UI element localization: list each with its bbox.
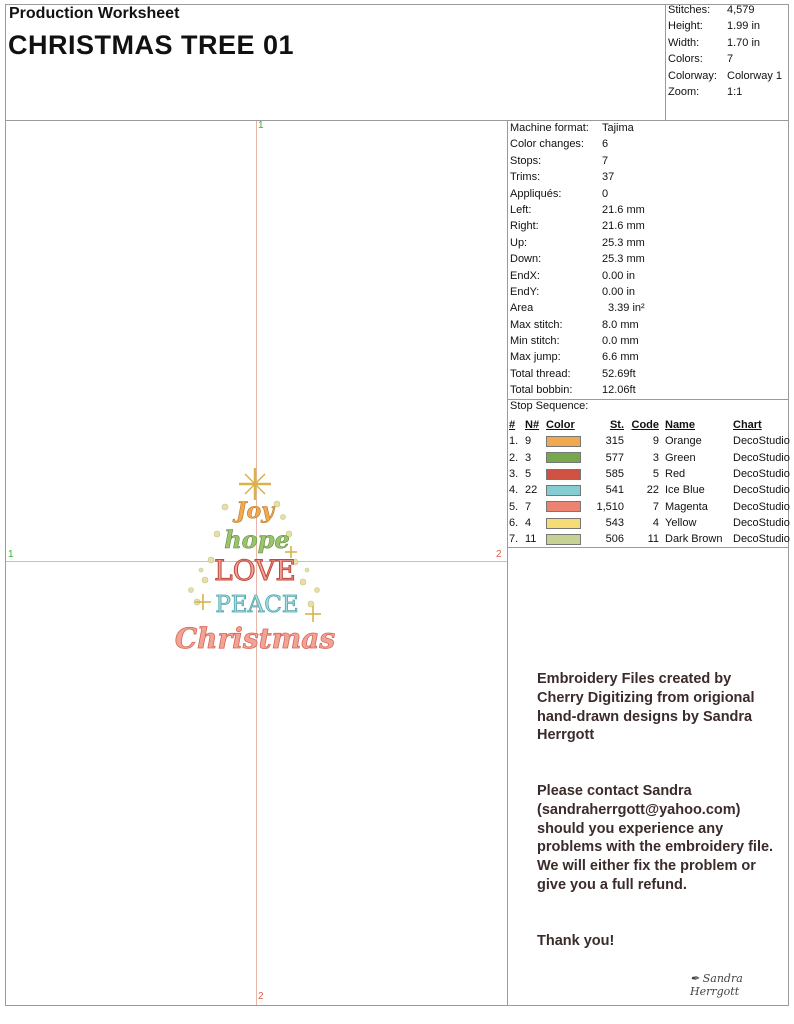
cell-num: 1. xyxy=(509,435,519,448)
star-icon xyxy=(239,468,271,500)
summary-row xyxy=(668,68,788,84)
col-name: Name xyxy=(665,419,695,432)
color-swatch xyxy=(546,469,581,480)
info-row xyxy=(510,382,785,398)
cell-color xyxy=(546,466,586,482)
info-value: 0.00 in xyxy=(602,285,636,298)
summary-label: Stitches: xyxy=(668,4,711,16)
info-value: 6.6 mm xyxy=(602,351,639,364)
cell-n: 4 xyxy=(525,516,532,529)
reference-mark-right: 2 xyxy=(496,549,502,560)
cell-code: 9 xyxy=(652,435,659,448)
info-value: 8.0 mm xyxy=(602,318,639,331)
design-word-love: LOVE xyxy=(214,554,296,587)
info-label: Down: xyxy=(510,253,542,266)
cell-chart: DecoStudio xyxy=(733,500,790,513)
cell-code: 22 xyxy=(646,484,659,497)
table-row xyxy=(509,466,790,482)
info-value: 21.6 mm xyxy=(602,220,645,233)
cell-st: 315 xyxy=(605,435,624,448)
info-label: Total bobbin: xyxy=(510,384,573,397)
reference-mark-left: 1 xyxy=(8,549,14,560)
info-value: 21.6 mm xyxy=(602,203,645,216)
info-label: Max jump: xyxy=(510,351,561,364)
info-value: 37 xyxy=(602,171,615,184)
col-code: Code xyxy=(631,419,659,432)
cell-color xyxy=(546,433,586,449)
col-st: St. xyxy=(609,419,624,432)
info-row xyxy=(510,186,785,202)
summary-label: Width: xyxy=(668,36,700,49)
info-value: 12.06ft xyxy=(602,384,636,397)
color-swatch xyxy=(546,534,581,545)
design-title: CHRISTMAS TREE 01 xyxy=(8,30,295,60)
info-row xyxy=(510,317,785,333)
info-label: Min stitch: xyxy=(510,335,560,348)
cell-num: 4. xyxy=(509,484,519,497)
cell-st: 577 xyxy=(605,451,624,464)
info-value: 25.3 mm xyxy=(602,236,645,249)
summary-label: Colorway: xyxy=(668,69,717,82)
stop-sequence-title: Stop Sequence: xyxy=(510,400,589,412)
cell-color xyxy=(546,498,586,514)
info-label: Right: xyxy=(510,220,539,233)
summary-label: Colors: xyxy=(668,53,703,66)
cell-code: 3 xyxy=(652,451,659,464)
table-row xyxy=(509,450,790,466)
color-swatch xyxy=(546,501,581,512)
info-label: Stops: xyxy=(510,154,542,167)
table-row xyxy=(509,482,790,498)
info-label: Total thread: xyxy=(510,367,571,380)
cell-color xyxy=(546,482,586,498)
cell-code: 7 xyxy=(652,500,659,513)
cell-color xyxy=(546,515,586,531)
cell-code: 4 xyxy=(652,516,659,529)
info-value: 0 xyxy=(602,187,609,200)
cell-n: 9 xyxy=(525,435,532,448)
col-chart: Chart xyxy=(733,419,762,432)
table-row xyxy=(509,515,790,531)
cell-chart: DecoStudio xyxy=(733,516,790,529)
cell-chart: DecoStudio xyxy=(733,435,790,448)
reference-mark-top: 1 xyxy=(258,120,264,131)
cell-n: 3 xyxy=(525,451,532,464)
cell-st: 1,510 xyxy=(596,500,624,513)
summary-row xyxy=(668,35,788,51)
info-label: Trims: xyxy=(510,171,541,184)
info-label: Appliqués: xyxy=(510,187,562,200)
summary-label: Height: xyxy=(668,20,703,33)
cell-name: Magenta xyxy=(665,500,708,513)
embroidery-design-preview xyxy=(165,462,345,662)
reference-mark-bottom: 2 xyxy=(258,991,264,1002)
stop-sequence-header xyxy=(509,417,790,433)
cell-code: 5 xyxy=(652,468,659,481)
color-swatch xyxy=(546,436,581,447)
info-value: 25.3 mm xyxy=(602,253,645,266)
info-row xyxy=(510,349,785,365)
cell-color xyxy=(546,450,586,466)
color-swatch xyxy=(546,518,581,529)
summary-value: 1:1 xyxy=(727,85,743,98)
cell-num: 7. xyxy=(509,533,519,546)
cell-name: Orange xyxy=(665,435,702,448)
cell-num: 5. xyxy=(509,500,519,513)
cell-num: 2. xyxy=(509,451,519,464)
cell-chart: DecoStudio xyxy=(733,533,790,546)
summary-label: Zoom: xyxy=(668,85,700,98)
design-word-hope: hope xyxy=(224,525,290,554)
pen-icon: ✒ xyxy=(690,972,700,985)
info-row xyxy=(510,120,785,136)
cell-st: 506 xyxy=(605,533,624,546)
info-row xyxy=(510,169,785,185)
signature-text: Sandra Herrgott xyxy=(690,972,743,998)
info-row xyxy=(510,268,785,284)
info-value: 52.69ft xyxy=(602,367,636,380)
summary-row xyxy=(668,51,788,67)
info-row xyxy=(510,251,785,267)
cell-st: 543 xyxy=(605,516,624,529)
worksheet-label: Production Worksheet xyxy=(9,5,180,22)
info-value: 3.39 in² xyxy=(608,302,645,315)
info-row xyxy=(510,235,785,251)
info-row xyxy=(510,366,785,382)
cell-n: 7 xyxy=(525,500,532,513)
info-value: 6 xyxy=(602,138,609,151)
cell-name: Green xyxy=(665,451,696,464)
cell-st: 585 xyxy=(605,468,624,481)
thanks-note: Thank you! xyxy=(537,933,615,949)
info-label: Machine format: xyxy=(510,122,589,134)
contact-note: Please contact Sandra (sandraherrgott@yahoo.com) should you experience any problems with the embroidery file. We will either fix the problem or give you a full refund. xyxy=(537,783,774,893)
info-label: Max stitch: xyxy=(510,318,563,331)
credit-note: Embroidery Files created by Cherry Digitizing from origional hand-drawn designs by Sandra Herrgott xyxy=(537,671,755,744)
info-row xyxy=(510,153,785,169)
info-row xyxy=(510,202,785,218)
color-swatch xyxy=(546,485,581,496)
summary-value: 7 xyxy=(727,53,734,66)
cell-chart: DecoStudio xyxy=(733,468,790,481)
info-value: 0.0 mm xyxy=(602,335,639,348)
info-row xyxy=(510,284,785,300)
info-label: Area xyxy=(510,302,534,315)
cell-n: 22 xyxy=(525,484,538,497)
design-word-christmas: Christmas xyxy=(174,622,336,655)
info-value: Tajima xyxy=(602,122,634,134)
cell-n: 11 xyxy=(525,533,537,546)
summary-table xyxy=(668,2,788,100)
info-row xyxy=(510,136,785,152)
cell-n: 5 xyxy=(525,468,532,481)
cell-num: 3. xyxy=(509,468,519,481)
info-value: 0.00 in xyxy=(602,269,636,282)
summary-divider xyxy=(665,4,666,121)
cell-name: Yellow xyxy=(665,516,697,529)
info-label: EndX: xyxy=(510,269,540,282)
col-color: Color xyxy=(546,419,575,432)
info-value: 7 xyxy=(602,154,609,167)
cell-name: Dark Brown xyxy=(665,533,723,546)
summary-value: Colorway 1 xyxy=(727,69,783,82)
summary-value: 4,579 xyxy=(727,4,755,16)
info-row xyxy=(510,218,785,234)
col-n: N# xyxy=(525,419,540,432)
summary-value: 1.99 in xyxy=(727,20,761,33)
table-row xyxy=(509,498,790,514)
table-row xyxy=(509,433,790,449)
cell-color xyxy=(546,531,586,547)
info-label: EndY: xyxy=(510,285,540,298)
design-word-joy: Joy xyxy=(236,498,274,524)
design-word-peace: PEACE xyxy=(215,592,299,618)
table-row xyxy=(509,531,790,547)
cell-code: 11 xyxy=(647,533,659,546)
cell-chart: DecoStudio xyxy=(733,451,790,464)
info-row xyxy=(510,300,785,316)
cell-name: Red xyxy=(665,468,686,481)
info-label: Up: xyxy=(510,236,528,249)
summary-value: 1.70 in xyxy=(727,36,761,49)
cell-num: 6. xyxy=(509,516,519,529)
summary-row xyxy=(668,2,788,18)
machine-info-table xyxy=(510,120,785,399)
color-swatch xyxy=(546,452,581,463)
info-label: Color changes: xyxy=(510,138,584,151)
stop-sequence-table xyxy=(509,417,790,547)
signature xyxy=(690,972,794,998)
info-row xyxy=(510,333,785,349)
summary-row xyxy=(668,84,788,100)
cell-st: 541 xyxy=(605,484,624,497)
cell-chart: DecoStudio xyxy=(733,484,790,497)
info-label: Left: xyxy=(510,203,532,216)
col-num: # xyxy=(509,419,516,432)
cell-name: Ice Blue xyxy=(665,484,705,497)
summary-row xyxy=(668,18,788,34)
column-divider xyxy=(507,120,508,1006)
